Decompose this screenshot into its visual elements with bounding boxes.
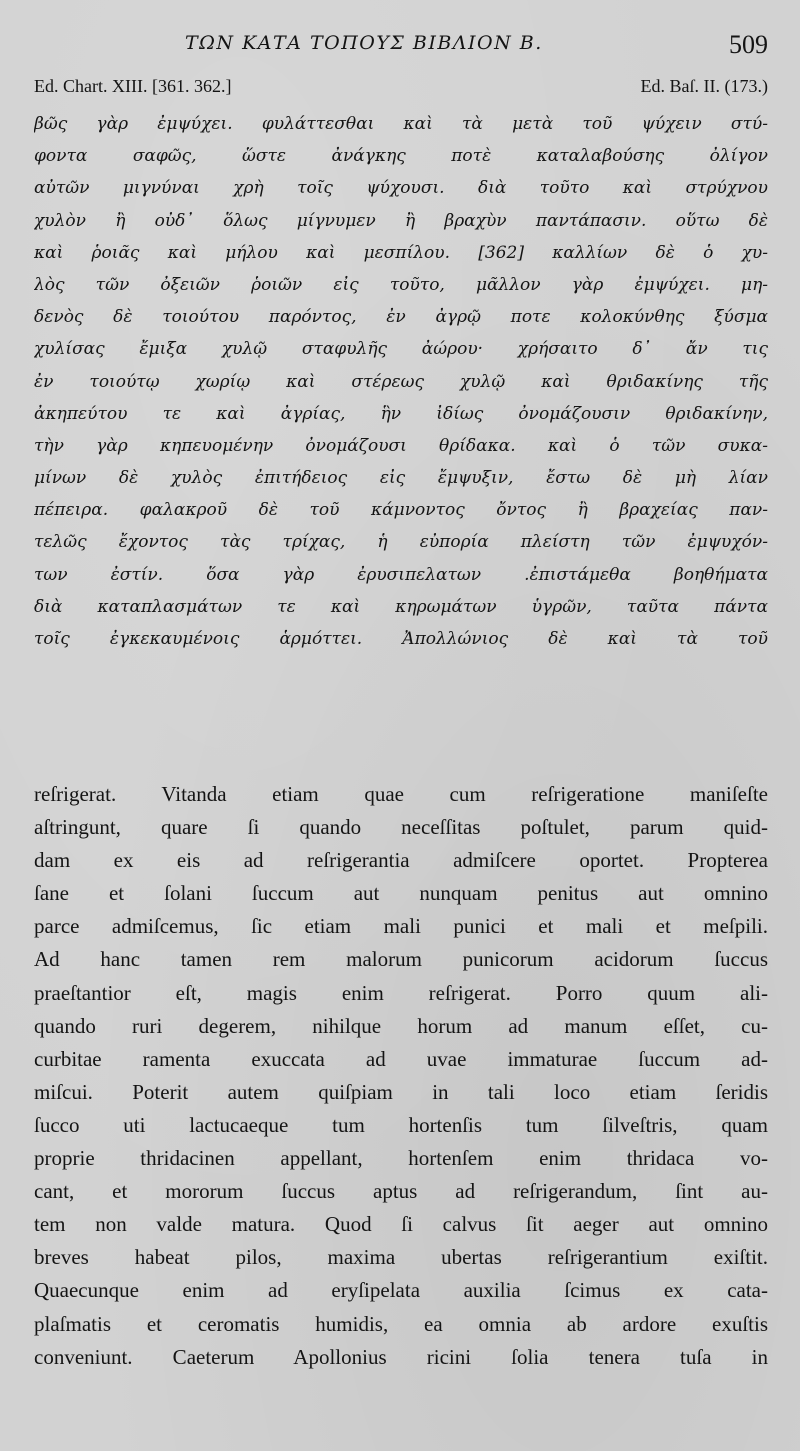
latin-text-line: proprie thridacinen appellant, hortenſem enim thridaca vo- [34,1146,768,1171]
greek-text-block [34,108,768,655]
running-title: ΤΩΝ ΚΑΤΑ ΤΟΠΟΥΣ ΒΙΒΛΙΟΝ Β. [185,32,543,54]
greek-text-line: ἐν τοιούτῳ χωρίῳ καὶ στέρεως χυλῷ καὶ θριδακίνης τῆς [34,371,768,392]
greek-text-line: τοῖς ἐγκεκαυμένοις ἁρμόττει. Ἀπολλώνιος δὲ καὶ τὰ τοῦ [34,629,768,649]
latin-text-line: breves habeat pilos, maxima ubertas reſrigerantium exiſtit. [34,1245,768,1270]
latin-text-line: aſtringunt, quare ſi quando neceſſitas poſtulet, parum quid- [34,815,768,840]
greek-text-line: χυλίσας ἔμιξα χυλῷ σταφυλῆς ἀώρου· χρήσαιτο δ᾽ ἄν τις [34,339,768,360]
greek-text-line: καὶ ῥοιᾶς καὶ μήλου καὶ μεσπίλου. [362] καλλίων δὲ ὁ χυ- [34,242,768,263]
latin-text-line: miſcui. Poterit autem quiſpiam in tali loco etiam ſeridis [34,1079,768,1104]
greek-text-line: πέπειρα. φαλακροῦ δὲ τοῦ κάμνοντος ὄντος ἢ βραχείας παν- [34,500,768,521]
latin-text-line: Quaecunque enim ad eryſipelata auxilia ſcimus ex cata- [34,1278,768,1303]
greek-text-line: λὸς τῶν ὀξειῶν ῥοιῶν εἰς τοῦτο, μᾶλλον γὰρ ἐμψύχει. μη- [34,274,768,295]
latin-text-line: ſucco uti lactucaeque tum hortenſis tum ſilveſtris, quam [34,1112,768,1137]
latin-text-line: dam ex eis ad reſrigerantia admiſcere oportet. Propterea [34,848,768,873]
greek-text-line: ἀκηπεύτου τε καὶ ἀγρίας, ἣν ἰδίως ὀνομάζουσιν θριδακίνην, [34,403,768,424]
latin-text-line: ſane et ſolani ſuccum aut nunquam penitus aut omnino [34,881,768,906]
greek-text-line: φοντα σαφῶς, ὥστε ἀνάγκης ποτὲ καταλαβούσης ὀλίγον [34,146,768,167]
latin-text-line: tem non valde matura. Quod ſi calvus ſit aeger aut omnino [34,1212,768,1237]
edition-reference-line [34,76,768,104]
greek-text-line: τὴν γὰρ κηπευομένην ὀνομάζουσι θρίδακα. καὶ ὁ τῶν συκα- [34,435,768,456]
latin-text-line: parce admiſcemus, ſic etiam mali punici et mali et meſpili. [34,914,768,939]
greek-text-line: δενὸς δὲ τοιούτου παρόντος, ἐν ἀγρῷ ποτε κολοκύνθης ξύσμα [34,307,768,328]
latin-text-line: Ad hanc tamen rem malorum punicorum acidorum ſuccus [34,947,768,972]
latin-text-line: conveniunt. Caeterum Apollonius ricini ſolia tenera tuſa in [34,1344,768,1369]
latin-text-line: quando ruri degerem, nihilque horum ad manum eſſet, cu- [34,1013,768,1038]
greek-text-line: χυλὸν ἢ οὐδ᾽ ὅλως μίγνυμεν ἢ βραχὺν παντάπασιν. οὕτω δὲ [34,210,768,231]
greek-text-line: τελῶς ἔχοντος τὰς τρίχας, ἡ εὐπορία πλείστη τῶν ἐμψυχόν- [34,532,768,553]
page-number: 509 [729,30,768,59]
latin-text-line: plaſmatis et ceromatis humidis, ea omnia ab ardore exuſtis [34,1311,768,1336]
latin-text-block [34,778,768,1374]
latin-text-line: reſrigerat. Vitanda etiam quae cum reſrigeratione maniſeſte [34,782,768,806]
latin-text-line: curbitae ramenta exuccata ad uvae immaturae ſuccum ad- [34,1046,768,1071]
greek-text-line: αὐτῶν μιγνύναι χρὴ τοῖς ψύχουσι. διὰ τοῦτο καὶ στρύχνου [34,178,768,199]
latin-text-line: praeſtantior eſt, magis enim reſrigerat. Porro quum ali- [34,980,768,1005]
greek-text-line: βῶς γὰρ ἐμψύχει. φυλάττεσθαι καὶ τὰ μετὰ τοῦ ψύχειν στύ- [34,114,768,134]
latin-text-line: cant, et mororum ſuccus aptus ad reſrigerandum, ſint au- [34,1179,768,1204]
greek-text-line: μίνων δὲ χυλὸς ἐπιτήδειος εἰς ἔμψυξιν, ἔστω δὲ μὴ λίαν [34,468,768,489]
edition-reference-basel: Ed. Baſ. II. (173.) [640,76,768,96]
running-head [0,28,800,68]
greek-text-line: των ἐστίν. ὅσα γὰρ ἐρυσιπελατων .ἐπιστάμεθα βοηθήματα [34,564,768,585]
greek-text-line: διὰ καταπλασμάτων τε καὶ κηρωμάτων ὑγρῶν, ταῦτα πάντα [34,596,768,617]
edition-reference-chartier: Ed. Chart. XIII. [361. 362.] [34,76,232,96]
